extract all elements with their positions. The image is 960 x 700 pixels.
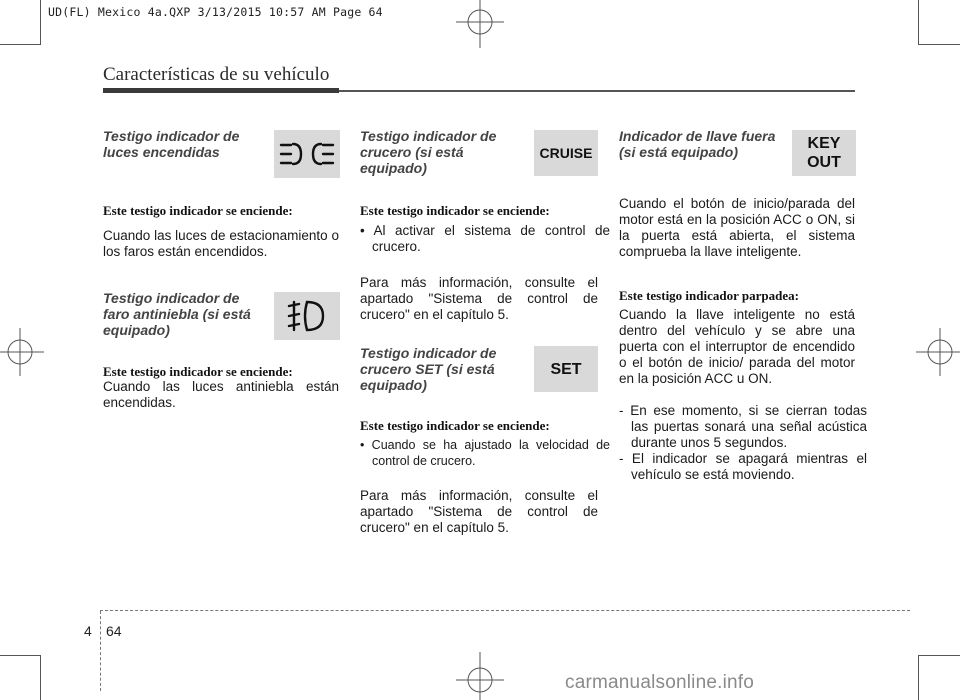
heading-fog-light-indicator: Testigo indicador de faro antiniebla (si está equipado) <box>103 290 251 338</box>
section-title: Características de su vehículo <box>103 64 330 85</box>
subheading: Este testigo indicador se enciende: <box>103 364 293 379</box>
bullet-item: • Cuando se ha ajustado la velocidad de control de crucero. <box>360 438 610 468</box>
paragraph: Para más información, consulte el apartado "Sistema de control de crucero" en el capítulo 5. <box>360 275 598 322</box>
headlight-on-icon <box>279 139 335 169</box>
paragraph: Cuando el botón de inicio/parada del motor está en la posición ACC o ON, si la puerta está abierta, el sistema comprueba la llave inteligente. <box>619 196 855 259</box>
printer-slug: UD(FL) Mexico 4a.QXP 3/13/2015 10:57 AM Page 64 <box>48 5 383 19</box>
subheading: Este testigo indicador se enciende: <box>103 203 293 218</box>
heading-cruise-indicator: Testigo indicador de crucero (si está equipado) <box>360 128 497 176</box>
paragraph: Cuando las luces antiniebla están encendidas. <box>103 379 339 410</box>
paragraph: Cuando las luces de estacionamiento o los faros están encendidos. <box>103 228 339 259</box>
dash-item: - En ese momento, si se cierran todas las puertas sonará una señal acústica durante unos 5 segundos. <box>619 403 867 450</box>
watermark: carmanualsonline.info <box>565 672 755 693</box>
header-rule-thin <box>339 90 855 92</box>
paragraph: Cuando la llave inteligente no está dentro del vehículo y se abre una puerta con el interruptor de encendido o el botón de inicio/ parada del motor en la posición ACC u ON. <box>619 307 855 386</box>
registration-mark-top <box>448 0 512 48</box>
footer-rule <box>100 610 910 611</box>
headlight-icon-box <box>274 130 340 178</box>
heading-headlight-indicator: Testigo indicador de luces encendidas <box>103 128 240 160</box>
dash-item: - El indicador se apagará mientras el vehículo se está moviendo. <box>619 451 867 482</box>
subheading: Este testigo indicador se enciende: <box>360 203 550 218</box>
cruise-icon: CRUISE <box>539 144 593 161</box>
subheading: Este testigo indicador parpadea: <box>619 288 799 303</box>
fog-light-icon <box>285 298 329 334</box>
registration-mark-bottom <box>448 652 512 700</box>
registration-mark-right <box>916 320 960 384</box>
footer-vertical-rule <box>100 611 101 691</box>
cruise-set-icon: SET <box>550 360 582 378</box>
section-number: 4 <box>84 623 94 639</box>
subheading: Este testigo indicador se enciende: <box>360 418 550 433</box>
key-out-icon-box <box>792 130 856 176</box>
heading-key-out-indicator: Indicador de llave fuera (si está equipado) <box>619 128 776 160</box>
fog-light-icon-box <box>274 292 340 340</box>
paragraph: Para más información, consulte el apartado "Sistema de control de crucero" en el capítulo 5. <box>360 488 598 535</box>
header-rule-thick <box>103 88 339 93</box>
key-out-icon: KEY OUT <box>807 135 841 171</box>
registration-mark-left <box>0 320 44 384</box>
bullet-item: • Al activar el sistema de control de crucero. <box>360 223 610 254</box>
cruise-icon-box <box>534 130 598 176</box>
page-number: 64 <box>106 623 122 639</box>
heading-cruise-set-indicator: Testigo indicador de crucero SET (si está equipado) <box>360 345 497 393</box>
set-icon-box <box>534 346 598 392</box>
